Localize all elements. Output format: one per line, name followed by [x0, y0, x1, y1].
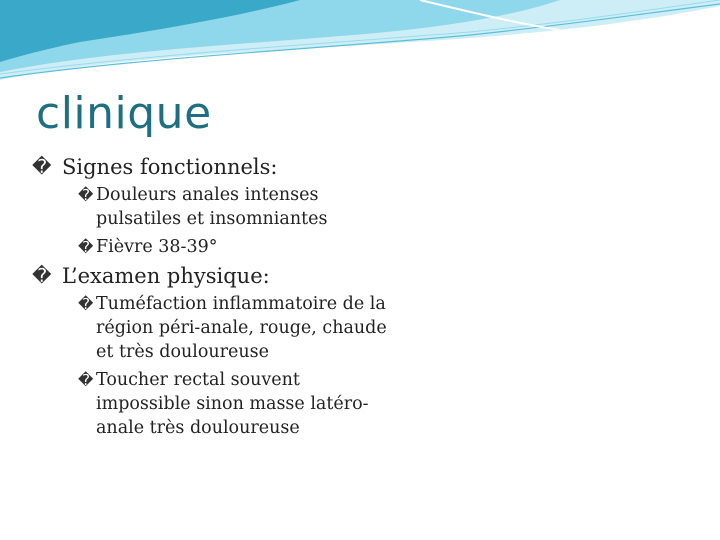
- slide-title: clinique: [36, 88, 212, 139]
- bullet-icon: �: [32, 156, 52, 178]
- bullet-icon: �: [32, 265, 52, 287]
- section-heading-label: Signes fonctionnels:: [62, 155, 278, 179]
- bullet-icon: �: [78, 186, 94, 204]
- list-item: [78, 183, 396, 231]
- list-item: [78, 368, 396, 440]
- section-heading-examen: [32, 263, 452, 290]
- list-item: [78, 292, 396, 364]
- bullet-icon: �: [78, 295, 94, 313]
- list-item-text: Toucher rectal souvent impossible sinon masse latéro-anale très douloureuse: [96, 370, 369, 438]
- bullet-icon: �: [78, 238, 94, 256]
- section-heading-label: L’examen physique:: [62, 264, 270, 288]
- slide-body: [32, 150, 452, 444]
- list-item-text: Tuméfaction inflammatoire de la région péri-anale, rouge, chaude et très douloureuse: [96, 294, 387, 362]
- list-item-text: Douleurs anales intenses pulsatiles et insomniantes: [96, 185, 328, 229]
- list-item: [78, 235, 396, 259]
- header-wave-decoration: [0, 0, 720, 90]
- section-heading-signes: [32, 154, 452, 181]
- bullet-icon: �: [78, 371, 94, 389]
- list-item-text: Fièvre 38-39°: [96, 237, 218, 257]
